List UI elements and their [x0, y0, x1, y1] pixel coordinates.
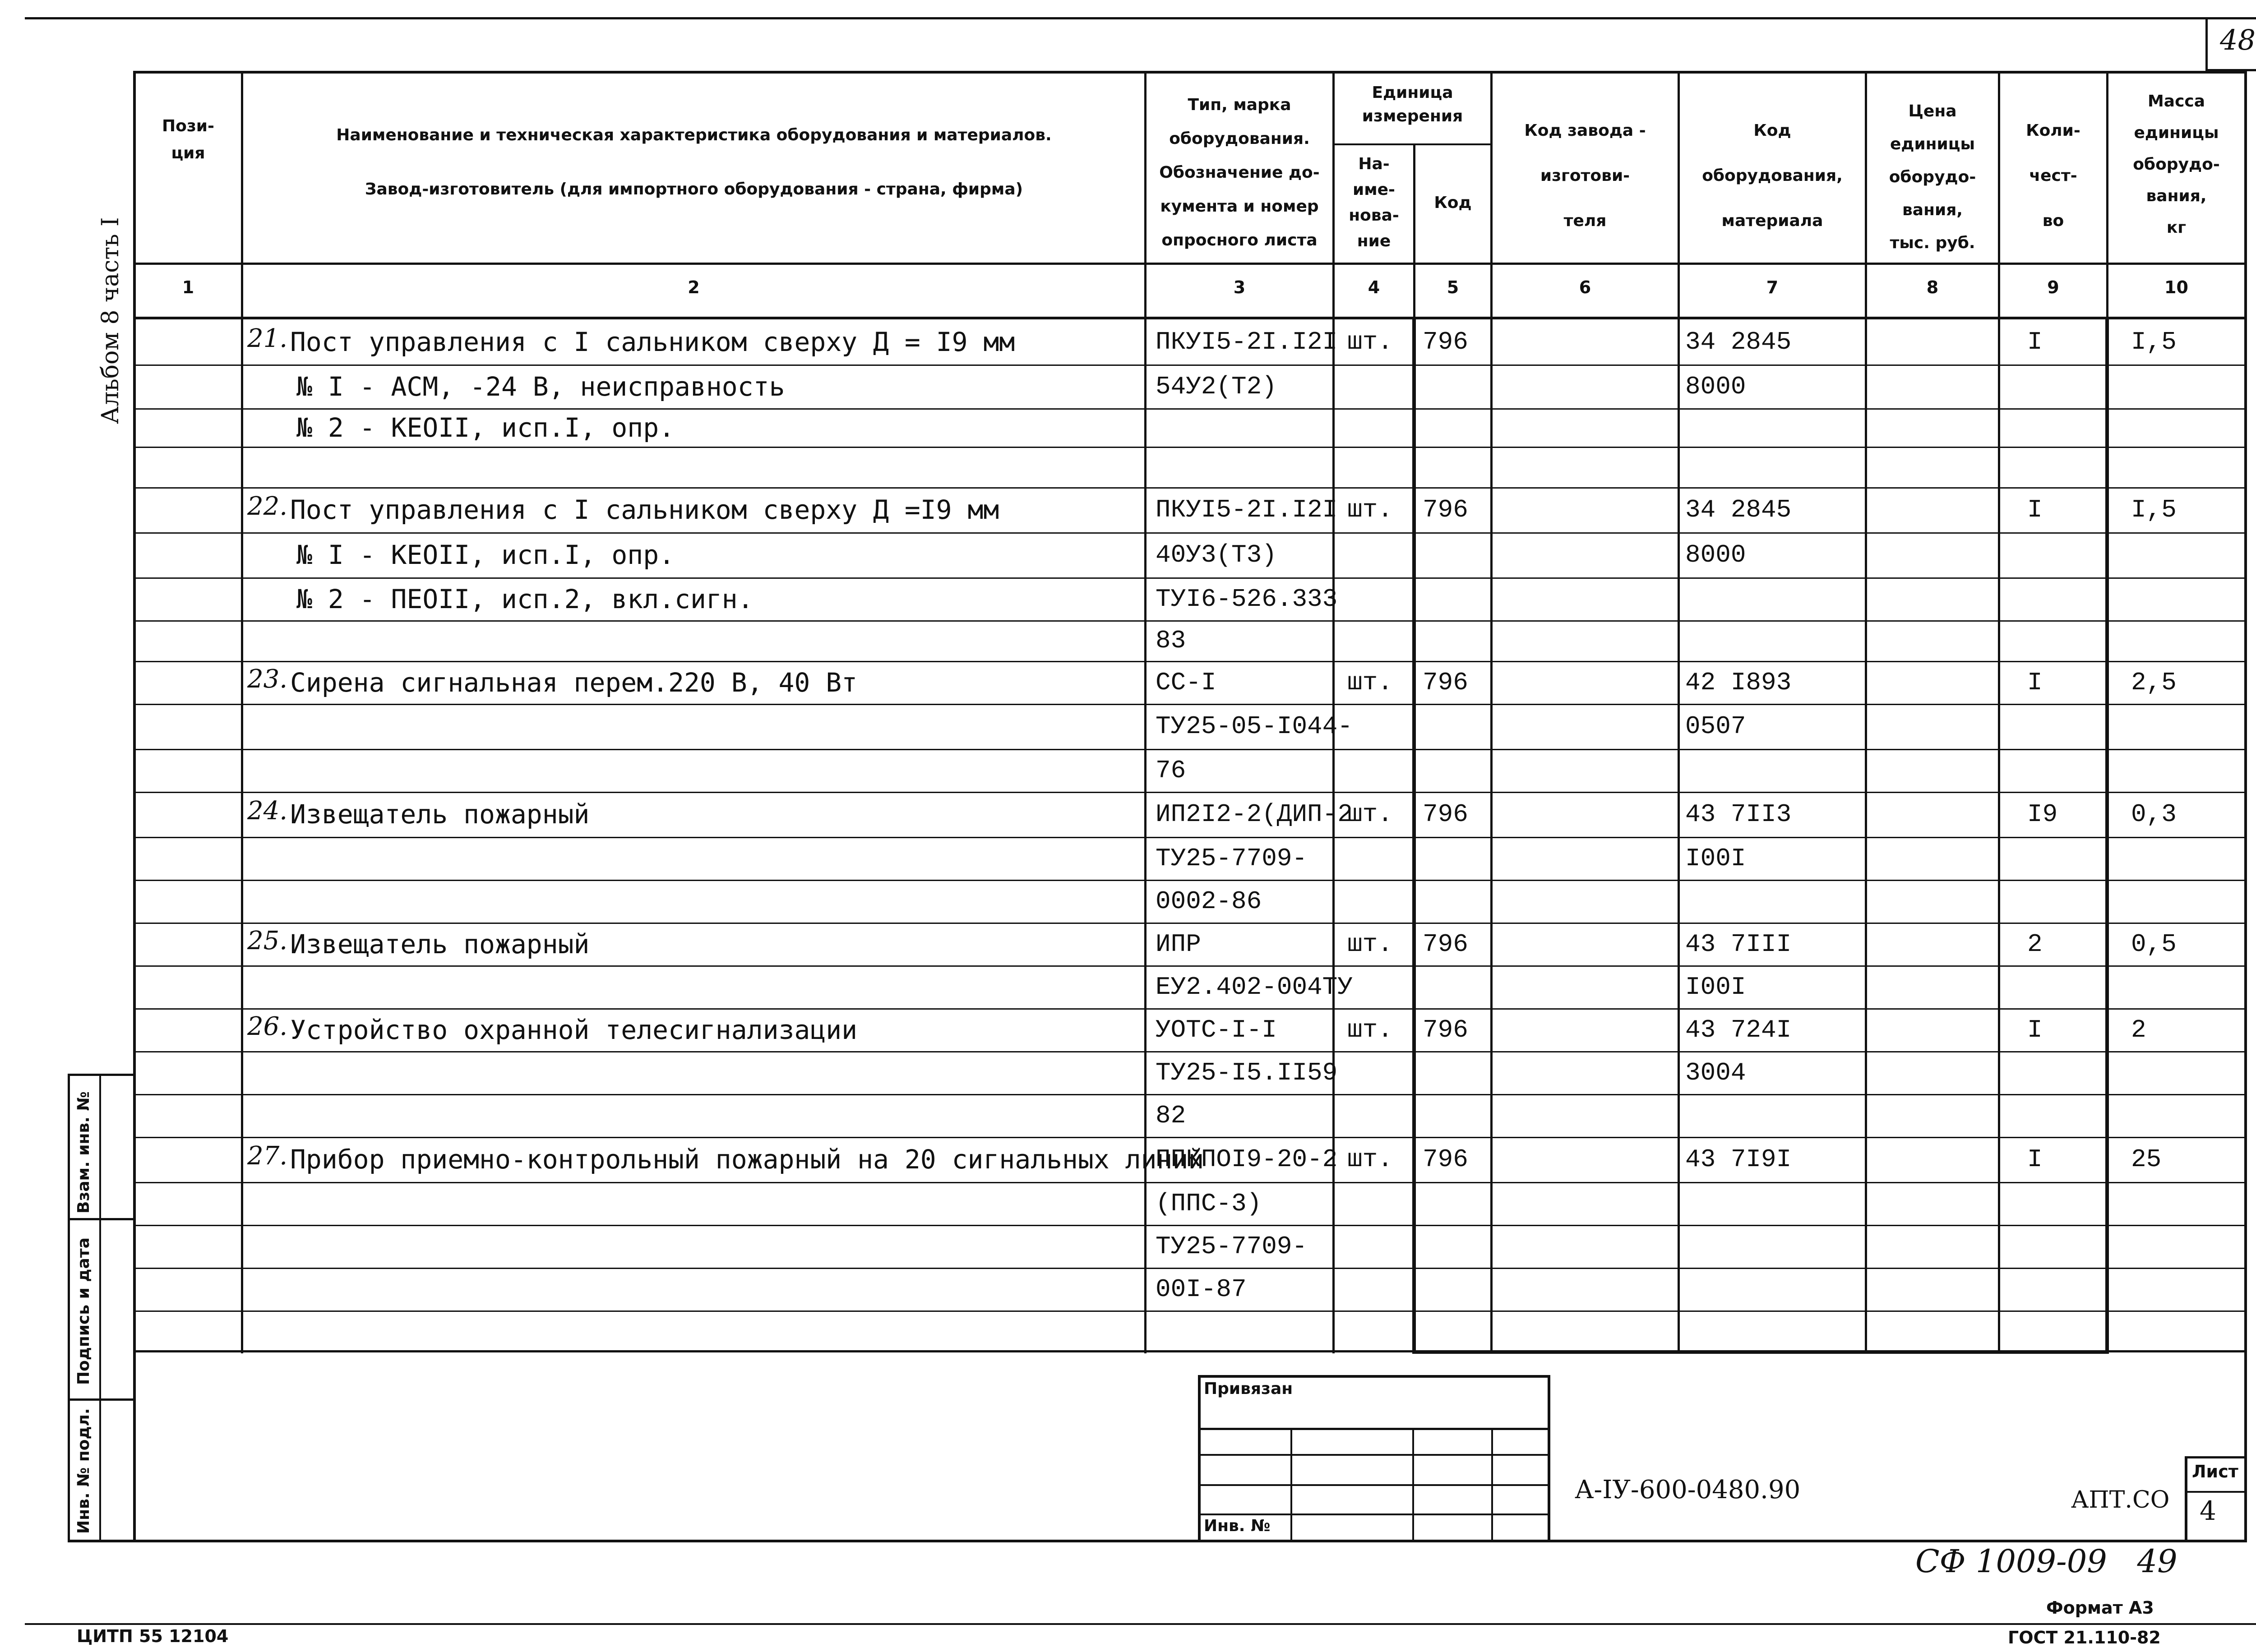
cell-equip-code: 34 2845 — [1685, 495, 1792, 524]
col-number: 6 — [1579, 277, 1591, 297]
header-position — [135, 113, 241, 167]
cell-type: 54У2(Т2) — [1156, 372, 1277, 401]
cell-equip-code: I00I — [1685, 844, 1746, 873]
list-number: 4 — [2200, 1495, 2216, 1526]
header-text: вания, — [1902, 201, 1963, 219]
header-text: кг — [2166, 218, 2187, 237]
cell-type: ИПР — [1156, 929, 1201, 959]
header-text: Единица — [1372, 83, 1453, 102]
cell-qty: 2 — [2027, 929, 2043, 959]
cell-code: 796 — [1423, 800, 1468, 829]
cell-pos: 22. — [247, 492, 288, 521]
cell-type: 76 — [1156, 756, 1186, 785]
side-stamp-inv-podl: Инв. № подл. — [74, 1408, 93, 1534]
cell-code: 796 — [1423, 495, 1468, 524]
cell-code: 796 — [1423, 328, 1468, 356]
cell-type: ТУI6-526.333 — [1156, 584, 1338, 614]
cell-type: ИП2I2-2(ДИП-2 — [1156, 800, 1353, 829]
cell-code: 796 — [1423, 1145, 1468, 1174]
cell-code: 796 — [1423, 668, 1468, 697]
cell-name: Извещатель пожарный — [290, 928, 590, 960]
cell-qty: I — [2027, 1015, 2043, 1044]
header-text: единицы — [1890, 135, 1975, 153]
header-unit-code — [1415, 189, 1490, 217]
col-number: 5 — [1447, 277, 1459, 297]
cell-equip-code: 43 7II3 — [1685, 800, 1792, 829]
privyazan-label: Привязан — [1204, 1380, 1293, 1398]
header-price — [1867, 95, 1998, 259]
row-separator — [133, 749, 2247, 750]
cell-pos: 24. — [247, 796, 288, 826]
cell-name: № 2 - КЕОII, исп.I, опр. — [296, 412, 675, 443]
cell-equip-code: 42 I893 — [1685, 668, 1792, 697]
cell-type: СС-I — [1156, 668, 1216, 697]
header-equipment-code — [1680, 108, 1865, 244]
row-separator — [133, 1094, 2247, 1095]
cell-qty: I — [2027, 495, 2043, 524]
header-type — [1146, 88, 1332, 257]
header-text: На- — [1358, 155, 1390, 173]
cell-unit: шт. — [1347, 1015, 1393, 1044]
header-text: единицы — [2134, 124, 2219, 142]
cell-type: ПКУI5-2I.I2I — [1156, 495, 1338, 524]
cell-type: ПКУI5-2I.I2I — [1156, 328, 1338, 356]
cell-name: Пост управления с I сальником сверху Д = I9 мм — [290, 327, 1015, 357]
cell-name: Устройство охранной телесигнализации — [290, 1014, 858, 1045]
header-text: име- — [1352, 180, 1395, 199]
cell-equip-code: I00I — [1685, 972, 1746, 1001]
cell-unit: шт. — [1347, 929, 1393, 959]
cell-qty: I9 — [2027, 800, 2058, 829]
header-text: изготови- — [1540, 166, 1630, 185]
header-factory-code — [1493, 108, 1678, 244]
cell-equip-code: 8000 — [1685, 540, 1746, 569]
cell-name: № I - АСМ, -24 В, неисправность — [296, 371, 785, 402]
cell-equip-code: 8000 — [1685, 372, 1746, 401]
album-label: Альбом 8 часть I — [97, 217, 124, 424]
cell-unit: шт. — [1347, 495, 1393, 524]
header-name — [244, 108, 1144, 217]
cell-pos: 23. — [247, 664, 288, 694]
cell-mass: 2 — [2131, 1015, 2146, 1044]
header-text: ние — [1357, 232, 1391, 250]
row-separator — [133, 620, 2247, 622]
cell-qty: I — [2027, 328, 2043, 356]
header-text: Наименование и техническая характеристика оборудования и материалов. — [336, 126, 1052, 144]
header-text: тыс. руб. — [1890, 234, 1975, 252]
gost-label: ГОСТ 21.110-82 — [2008, 1628, 2161, 1647]
header-text: оборудо- — [2133, 155, 2220, 174]
cell-mass: I,5 — [2131, 495, 2177, 524]
cell-code: 796 — [1423, 1015, 1468, 1044]
header-text: Цена — [1908, 102, 1957, 120]
cell-type: ТУ25-7709- — [1156, 844, 1308, 873]
header-text: Пози- — [162, 117, 214, 135]
cell-type: (ППС-3) — [1156, 1189, 1262, 1218]
sheet-corner-number: 48 — [2220, 23, 2256, 56]
list-label: Лист — [2192, 1462, 2238, 1481]
header-text: Коли- — [2026, 121, 2080, 140]
header-mass — [2108, 86, 2244, 244]
cell-mass: 0,5 — [2131, 929, 2177, 959]
col-number: 1 — [182, 277, 194, 297]
cell-name: Извещатель пожарный — [290, 799, 590, 830]
row-separator — [133, 447, 2247, 448]
handwritten-code: СФ 1009-09 49 — [1915, 1543, 2177, 1580]
document-mark: АПТ.СО — [2071, 1486, 2170, 1514]
header-text: Код — [1434, 194, 1472, 212]
col-number: 3 — [1233, 277, 1246, 297]
cell-name: Пост управления с I сальником сверху Д =I9 мм — [290, 494, 999, 525]
cell-pos: 21. — [247, 324, 288, 353]
header-text: опросного листа — [1161, 231, 1318, 249]
cell-type: ТУ25-05-I044- — [1156, 712, 1353, 741]
inv-no-label: Инв. № — [1204, 1517, 1271, 1535]
cell-mass: 2,5 — [2131, 668, 2177, 697]
header-unit-group — [1335, 81, 1490, 128]
col-number: 4 — [1368, 277, 1380, 297]
side-stamp-podpis: Подпись и дата — [74, 1237, 93, 1385]
header-text: измерения — [1362, 107, 1463, 125]
side-stamp-vzam: Взам. инв. № — [74, 1091, 93, 1214]
header-text: материала — [1721, 212, 1823, 230]
cell-type: 00I-87 — [1156, 1274, 1247, 1304]
cell-equip-code: 34 2845 — [1685, 328, 1792, 356]
cell-name: Прибор приемно-контрольный пожарный на 20 сигнальных линий — [290, 1144, 1204, 1175]
cell-unit: шт. — [1347, 1145, 1393, 1174]
cell-name: № I - КЕОII, исп.I, опр. — [296, 540, 675, 570]
header-text: теля — [1563, 212, 1607, 230]
cell-pos: 27. — [247, 1141, 288, 1171]
header-text: Масса — [2147, 92, 2205, 111]
cell-mass: I,5 — [2131, 328, 2177, 356]
header-text: оборудования. — [1169, 129, 1310, 148]
header-text: Обозначение до- — [1159, 163, 1320, 182]
header-text: Тип, марка — [1188, 96, 1291, 114]
cell-type: УОТС-I-I — [1156, 1015, 1277, 1044]
cell-equip-code: 0507 — [1685, 712, 1746, 741]
format-label: Формат А3 — [2046, 1598, 2154, 1618]
cell-equip-code: 43 724I — [1685, 1015, 1792, 1044]
cell-pos: 26. — [247, 1011, 288, 1041]
cell-qty: I — [2027, 668, 2043, 697]
header-text: оборудования, — [1702, 166, 1843, 185]
cell-equip-code: 3004 — [1685, 1058, 1746, 1087]
cell-unit: шт. — [1347, 328, 1393, 356]
header-text: чест- — [2029, 166, 2077, 185]
header-quantity — [2000, 108, 2106, 244]
col-number: 10 — [2164, 277, 2188, 297]
header-text: нова- — [1349, 206, 1399, 225]
cell-type: ТУ25-7709- — [1156, 1232, 1308, 1261]
header-text: во — [2042, 212, 2064, 230]
citp-label: ЦИТП 55 12104 — [77, 1626, 229, 1646]
cell-unit: шт. — [1347, 800, 1393, 829]
cell-qty: I — [2027, 1145, 2043, 1174]
header-text: Код — [1753, 121, 1791, 140]
header-text: ция — [171, 144, 205, 162]
cell-unit: шт. — [1347, 668, 1393, 697]
cell-name: Сирена сигнальная перем.220 В, 40 Вт — [290, 667, 858, 698]
header-text: Код завода - — [1524, 121, 1646, 140]
cell-mass: 0,3 — [2131, 800, 2177, 829]
document-code: А-IУ-600-0480.90 — [1575, 1475, 1801, 1504]
cell-equip-code: 43 7III — [1685, 929, 1792, 959]
header-text: вания, — [2146, 187, 2207, 205]
header-text: Завод-изготовитель (для импортного оборудования - страна, фирма) — [365, 180, 1023, 198]
header-text: кумента и номер — [1160, 197, 1319, 216]
cell-mass: 25 — [2131, 1145, 2162, 1174]
col-number: 8 — [1926, 277, 1939, 297]
cell-type: ЕУ2.402-004ТУ — [1156, 972, 1353, 1001]
cell-pos: 25. — [247, 926, 288, 955]
cell-type: 83 — [1156, 626, 1186, 655]
cell-type: ППКПОI9-20-2 — [1156, 1145, 1338, 1174]
col-number: 2 — [688, 277, 700, 297]
header-text: оборудо- — [1889, 168, 1976, 186]
row-separator — [133, 1311, 2247, 1312]
cell-type: ТУ25-I5.II59 — [1156, 1058, 1338, 1087]
col-number: 9 — [2047, 277, 2059, 297]
col-number: 7 — [1766, 277, 1779, 297]
cell-code: 796 — [1423, 929, 1468, 959]
cell-name: № 2 - ПЕОII, исп.2, вкл.сигн. — [296, 583, 754, 614]
cell-type: 0002-86 — [1156, 886, 1262, 916]
cell-type: 40У3(Т3) — [1156, 540, 1277, 569]
cell-type: 82 — [1156, 1101, 1186, 1130]
header-unit-name — [1335, 151, 1413, 254]
cell-equip-code: 43 7I9I — [1685, 1145, 1792, 1174]
